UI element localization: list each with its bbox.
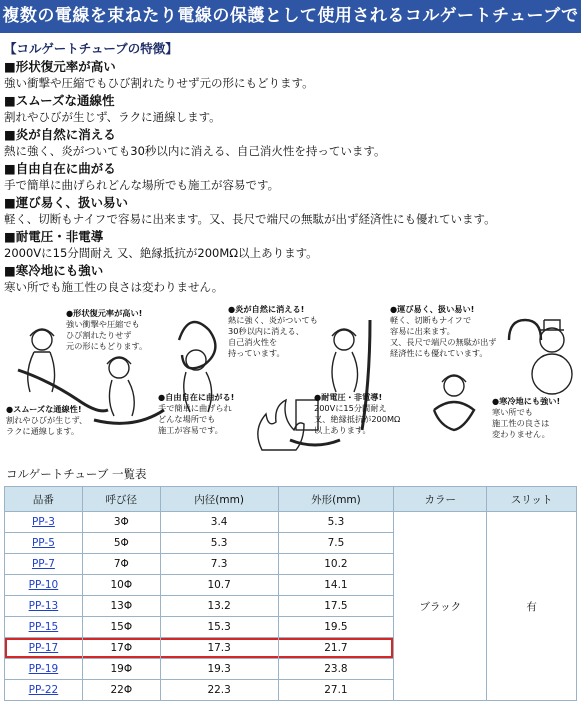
illustration-caption-cold (492, 396, 560, 440)
illustration-caption-shape (66, 308, 147, 352)
inner-diameter-cell: 17.3 (160, 638, 278, 659)
feature-heading: ■スムーズな通線性 (4, 93, 115, 108)
size-cell: 5Φ (82, 533, 160, 554)
outer-diameter-cell: 19.5 (278, 617, 394, 638)
product-code-link[interactable]: PP-19 (28, 663, 59, 675)
feature-heading: ■自由自在に曲がる (4, 161, 116, 176)
caption-line: 割れやひびが生じず、 (6, 415, 88, 425)
feature-heading: ■運び易く、扱い易い (4, 195, 129, 210)
caption-line: 変わりません。 (492, 429, 550, 439)
inner-diameter-cell: 10.7 (160, 575, 278, 596)
product-code-link[interactable]: PP-17 (28, 642, 59, 654)
feature-heading: ■寒冷地にも強い (4, 263, 104, 278)
inner-diameter-cell: 19.3 (160, 659, 278, 680)
illustration-caption-volt (314, 392, 400, 436)
inner-diameter-cell: 22.3 (160, 680, 278, 701)
caption-line: 200Vに15分間耐え (314, 403, 387, 413)
caption-line: 経済性にも優れています。 (390, 348, 488, 358)
outer-diameter-cell: 17.5 (278, 596, 394, 617)
caption-line: 手で簡単に曲げられ (158, 403, 232, 413)
caption-line: 強い衝撃や圧縮でも (66, 319, 140, 329)
slit-cell: 有 (487, 512, 577, 701)
size-cell: 3Φ (82, 512, 160, 533)
caption-heading: ●運び易く、扱い易い! (390, 304, 475, 314)
caption-heading: ●炎が自然に消える! (228, 304, 305, 314)
caption-line: 施工が容易です。 (158, 425, 223, 435)
caption-line: 自己消火性を (228, 337, 278, 347)
feature-description: 軽く、切断もナイフで容易に出来ます。又、長尺で端尺の無駄が出ず経済性にも優れています。 (4, 212, 496, 226)
feature-description: 寒い所でも施工性の良さは変わりません。 (4, 280, 224, 294)
caption-line: 持っています。 (228, 348, 285, 358)
table-row (5, 512, 577, 533)
product-code-link[interactable]: PP-3 (31, 516, 55, 528)
size-cell: 7Φ (82, 554, 160, 575)
caption-heading: ●自由自在に曲がる! (158, 392, 235, 402)
caption-heading: ●形状復元率が高い! (66, 308, 143, 318)
size-cell: 22Φ (82, 680, 160, 701)
illustration-caption-smooth (6, 404, 87, 437)
size-cell: 17Φ (82, 638, 160, 659)
caption-line: 又、絶縁抵抗が200MΩ (314, 414, 401, 424)
caption-line: 施工性の良さは (492, 418, 550, 428)
caption-heading: ●スムーズな通線性! (6, 404, 82, 414)
caption-line: ラクに通線します。 (6, 426, 80, 436)
caption-line: 以上あります。 (314, 425, 371, 435)
product-code-link[interactable]: PP-7 (31, 558, 55, 570)
caption-line: 元の形にもどります。 (66, 341, 148, 351)
illustration-caption-fire (228, 304, 318, 359)
outer-diameter-cell: 27.1 (278, 680, 394, 701)
caption-line: ひび割れたりせず (66, 330, 132, 340)
feature-illustration (4, 300, 579, 452)
product-code-link[interactable]: PP-15 (28, 621, 59, 633)
features-section (4, 40, 579, 296)
inner-diameter-cell: 5.3 (160, 533, 278, 554)
caption-line: 30秒以内に消える、 (228, 326, 304, 336)
size-cell: 15Φ (82, 617, 160, 638)
feature-description: 手で簡単に曲げられどんな場所でも施工が容易です。 (4, 178, 280, 192)
caption-line: 軽く、切断もナイフで (390, 315, 472, 325)
column-header: スリット (487, 487, 577, 512)
worker-head-icon (32, 330, 52, 350)
column-header: 呼び径 (82, 487, 160, 512)
caption-line: 又、長尺で端尺の無駄が出ず (390, 337, 497, 347)
product-code-link[interactable]: PP-10 (28, 579, 59, 591)
caption-line: 熱に強く、炎がついても (228, 315, 318, 325)
page-banner: 複数の電線を束ねたり電線の保護として使用されるコルゲートチューブです。 (0, 0, 581, 33)
column-header: 外形(mm) (278, 487, 394, 512)
outer-diameter-cell: 14.1 (278, 575, 394, 596)
outer-diameter-cell: 7.5 (278, 533, 394, 554)
product-table (4, 486, 577, 701)
feature-description: 強い衝撃や圧縮でもひび割れたりせず元の形にもどります。 (4, 76, 314, 90)
column-header: 内径(mm) (160, 487, 278, 512)
product-code-link[interactable]: PP-13 (28, 600, 59, 612)
column-header: カラー (394, 487, 487, 512)
table-header-row (5, 487, 577, 512)
feature-heading: ■炎が自然に消える (4, 127, 116, 142)
size-cell: 13Φ (82, 596, 160, 617)
illustration-caption-carry (390, 304, 496, 359)
caption-line: 容易に出来ます。 (390, 326, 455, 336)
caption-line: 寒い所でも (492, 407, 533, 417)
outer-diameter-cell: 10.2 (278, 554, 394, 575)
outer-diameter-cell: 23.8 (278, 659, 394, 680)
outer-diameter-cell: 5.3 (278, 512, 394, 533)
column-header: 品番 (5, 487, 83, 512)
illustration-caption-bend (158, 392, 234, 436)
caption-heading: ●寒冷地にも強い! (492, 396, 561, 406)
features-title: 【コルゲートチューブの特徴】 (4, 41, 178, 56)
feature-description: 熱に強く、炎がついても30秒以内に消える、自己消火性を持っています。 (4, 144, 386, 158)
size-cell: 19Φ (82, 659, 160, 680)
inner-diameter-cell: 3.4 (160, 512, 278, 533)
feature-description: 割れやひびが生じず、ラクに通線します。 (4, 110, 221, 124)
size-cell: 10Φ (82, 575, 160, 596)
inner-diameter-cell: 15.3 (160, 617, 278, 638)
inner-diameter-cell: 7.3 (160, 554, 278, 575)
product-code-link[interactable]: PP-22 (28, 684, 59, 696)
color-cell: ブラック (394, 512, 487, 701)
feature-description: 2000Vに15分間耐え 又、絶縁抵抗が200MΩ以上あります。 (4, 246, 318, 260)
table-caption: コルゲートチューブ 一覧表 (6, 467, 147, 481)
feature-heading: ■形状復元率が高い (4, 59, 116, 74)
caption-line: どんな場所でも (158, 414, 216, 424)
caption-heading: ●耐電圧・非電導! (314, 392, 383, 402)
product-code-link[interactable]: PP-5 (31, 537, 55, 549)
inner-diameter-cell: 13.2 (160, 596, 278, 617)
feature-heading: ■耐電圧・非電導 (4, 229, 104, 244)
outer-diameter-cell: 21.7 (278, 638, 394, 659)
